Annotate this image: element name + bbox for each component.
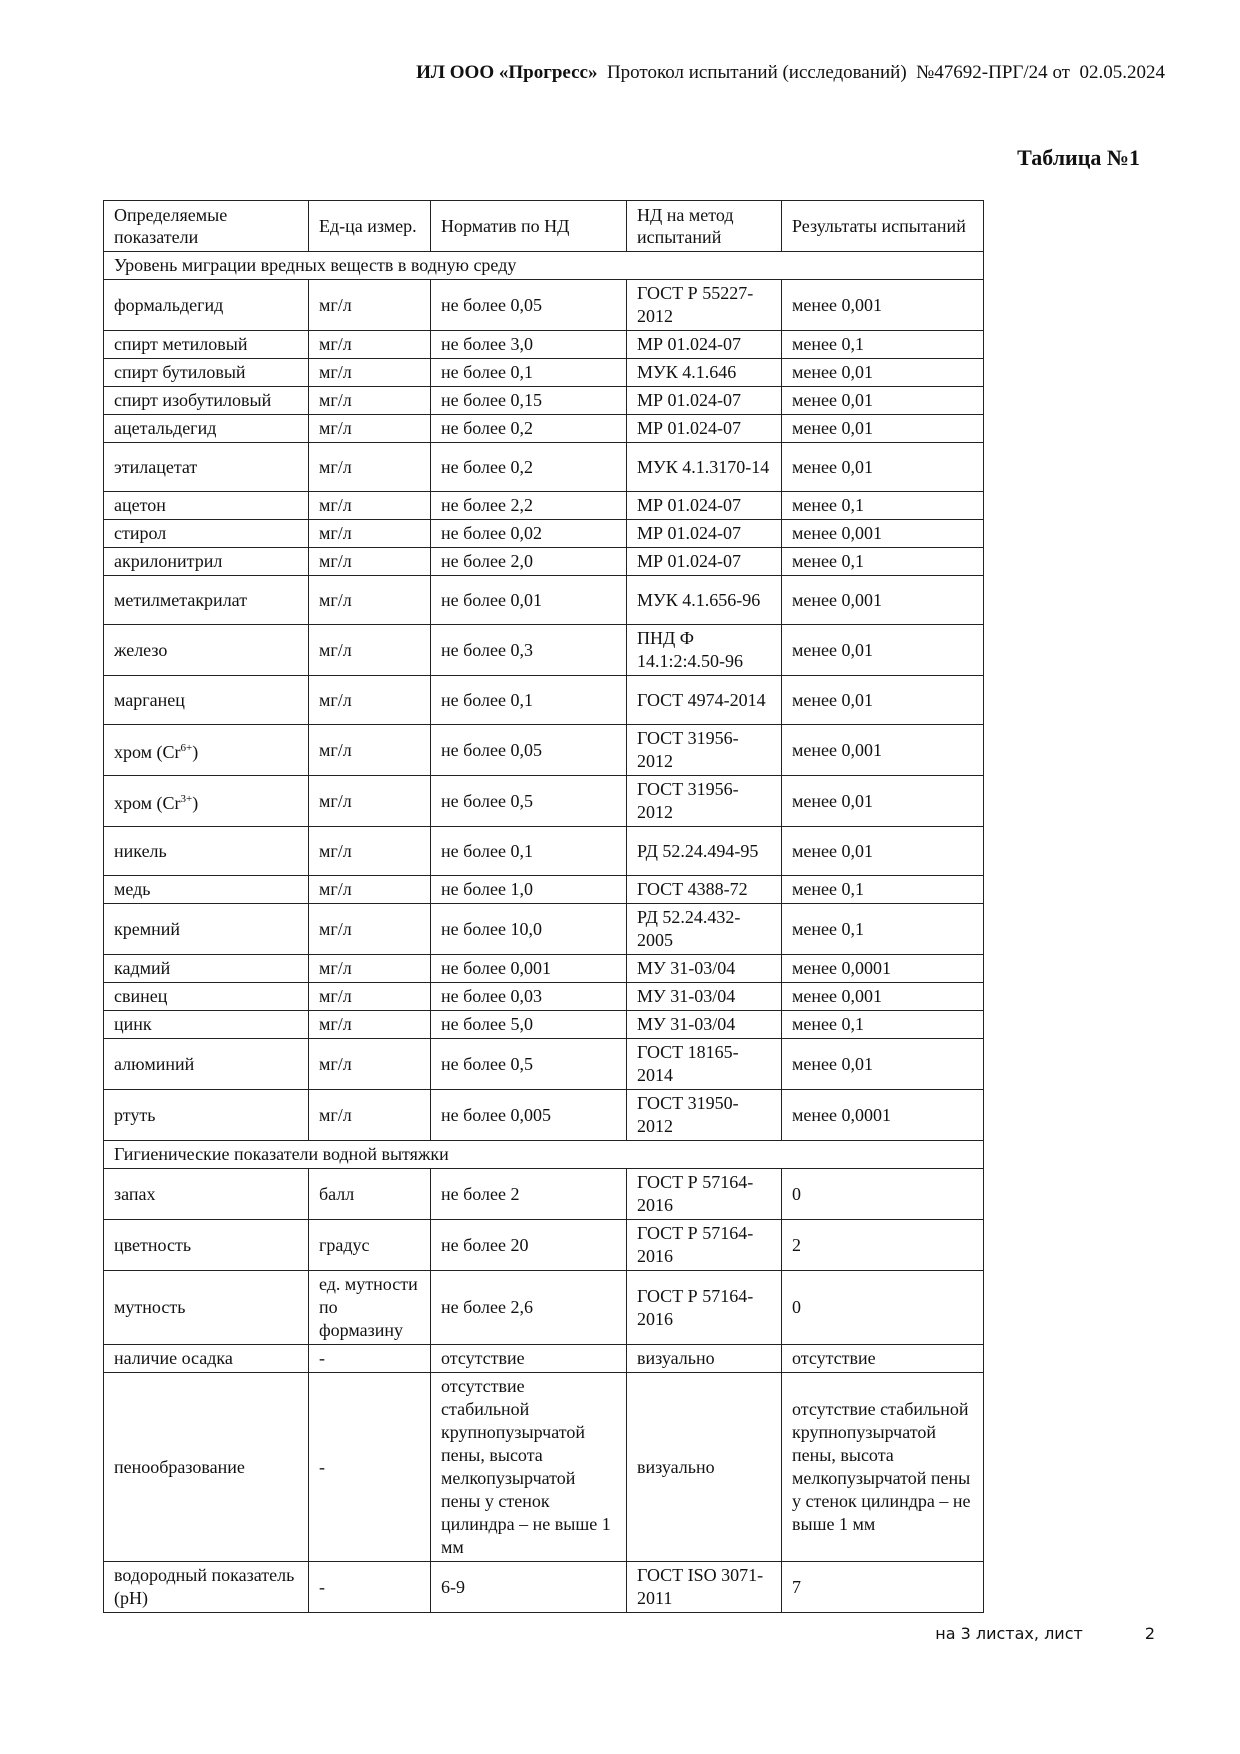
indicator-cell	[104, 625, 309, 676]
indicator-cell	[104, 576, 309, 625]
norm-cell: не более 0,3	[431, 625, 627, 676]
table-row	[104, 415, 984, 443]
result-cell: менее 0,1	[782, 904, 984, 955]
method-cell: МУ 31-03/04	[627, 1011, 782, 1039]
unit-cell: мг/л	[309, 387, 431, 415]
unit-cell: мг/л	[309, 725, 431, 776]
section-row	[104, 1141, 984, 1169]
column-header-method: НД на метод испытаний	[627, 201, 782, 252]
unit-cell: ед. мутности по формазину	[309, 1271, 431, 1345]
method-cell: ГОСТ 31956-2012	[627, 776, 782, 827]
norm-cell: не более 2,0	[431, 548, 627, 576]
table-row	[104, 520, 984, 548]
sheets-info: на 3 листах, лист	[935, 1624, 1083, 1643]
indicator-cell	[104, 1271, 309, 1345]
table-row	[104, 387, 984, 415]
result-cell: менее 0,01	[782, 1039, 984, 1090]
section-title: Гигиенические показатели водной вытяжки	[104, 1141, 984, 1169]
method-cell: ГОСТ 18165-2014	[627, 1039, 782, 1090]
document-type: Протокол испытаний (исследований)	[606, 62, 907, 83]
indicator-cell	[104, 520, 309, 548]
method-cell: ПНД Ф 14.1:2:4.50-96	[627, 625, 782, 676]
indicator-name: свинец	[114, 986, 168, 1006]
table-row	[104, 280, 984, 331]
indicator-cell	[104, 280, 309, 331]
indicator-cell	[104, 415, 309, 443]
indicator-cell	[104, 676, 309, 725]
norm-cell: не более 2	[431, 1169, 627, 1220]
indicator-cell	[104, 548, 309, 576]
norm-cell: не более 2,2	[431, 492, 627, 520]
indicator-name: ацетон	[114, 495, 166, 515]
indicator-name: алюминий	[114, 1053, 195, 1074]
method-cell: визуально	[627, 1373, 782, 1562]
indicator-name-end: )	[192, 741, 199, 762]
indicator-name: железо	[114, 639, 168, 660]
table-row	[104, 1271, 984, 1345]
indicator-cell	[104, 1345, 309, 1373]
indicator-name: пенообразование	[114, 1456, 245, 1477]
unit-cell: мг/л	[309, 1090, 431, 1141]
result-cell: менее 0,1	[782, 492, 984, 520]
unit-cell: мг/л	[309, 776, 431, 827]
norm-cell: не более 0,2	[431, 415, 627, 443]
norm-cell: не более 0,1	[431, 827, 627, 876]
indicator-cell	[104, 492, 309, 520]
method-cell: ГОСТ 31956-2012	[627, 725, 782, 776]
indicator-name: мутность	[114, 1297, 186, 1317]
indicator-name: спирт изобутиловый	[114, 390, 272, 410]
method-cell: ГОСТ ISO 3071-2011	[627, 1562, 782, 1613]
indicator-name: никель	[114, 840, 167, 861]
result-cell: менее 0,1	[782, 331, 984, 359]
unit-cell: мг/л	[309, 443, 431, 492]
table-body	[104, 252, 984, 1613]
indicator-cell	[104, 359, 309, 387]
indicator-name: хром (Cr	[114, 792, 181, 813]
table-row	[104, 776, 984, 827]
method-cell: визуально	[627, 1345, 782, 1373]
method-cell: МР 01.024-07	[627, 331, 782, 359]
indicator-name: спирт метиловый	[114, 334, 248, 354]
table-row	[104, 827, 984, 876]
norm-cell: не более 0,001	[431, 955, 627, 983]
norm-cell: не более 0,03	[431, 983, 627, 1011]
indicator-name: этилацетат	[114, 456, 198, 477]
table-row	[104, 904, 984, 955]
table-row	[104, 492, 984, 520]
result-cell: менее 0,01	[782, 827, 984, 876]
indicator-name: ртуть	[114, 1104, 156, 1125]
unit-cell: мг/л	[309, 1039, 431, 1090]
norm-cell: не более 10,0	[431, 904, 627, 955]
table-row	[104, 1169, 984, 1220]
unit-cell: мг/л	[309, 955, 431, 983]
table-header-row	[104, 201, 984, 252]
result-cell: менее 0,01	[782, 625, 984, 676]
result-cell: менее 0,0001	[782, 1090, 984, 1141]
result-cell: менее 0,001	[782, 983, 984, 1011]
table-row	[104, 625, 984, 676]
indicator-cell	[104, 776, 309, 827]
indicator-cell	[104, 1562, 309, 1613]
method-cell: МР 01.024-07	[627, 415, 782, 443]
result-cell: менее 0,001	[782, 576, 984, 625]
method-cell: ГОСТ 4388-72	[627, 876, 782, 904]
ion-charge: 6+	[180, 741, 193, 754]
indicator-cell	[104, 1220, 309, 1271]
method-cell: МУК 4.1.646	[627, 359, 782, 387]
norm-cell: не более 3,0	[431, 331, 627, 359]
lab-name: ИЛ ООО «Прогресс»	[416, 62, 598, 83]
unit-cell: мг/л	[309, 415, 431, 443]
result-cell: менее 0,01	[782, 676, 984, 725]
result-cell: 0	[782, 1271, 984, 1345]
indicator-name: водородный показатель (pH)	[114, 1565, 295, 1608]
norm-cell: не более 0,02	[431, 520, 627, 548]
result-cell: менее 0,001	[782, 725, 984, 776]
norm-cell: не более 0,01	[431, 576, 627, 625]
method-cell: РД 52.24.432-2005	[627, 904, 782, 955]
method-cell: ГОСТ Р 57164-2016	[627, 1169, 782, 1220]
table-row	[104, 443, 984, 492]
table-row	[104, 576, 984, 625]
indicator-name: хром (Cr	[114, 741, 181, 762]
method-cell: МР 01.024-07	[627, 520, 782, 548]
indicator-name: кремний	[114, 918, 181, 939]
table-row	[104, 331, 984, 359]
result-cell: менее 0,01	[782, 415, 984, 443]
indicator-name-end: )	[192, 792, 199, 813]
norm-cell: не более 0,15	[431, 387, 627, 415]
norm-cell: отсутствие	[431, 1345, 627, 1373]
indicator-cell	[104, 827, 309, 876]
method-cell: МУ 31-03/04	[627, 983, 782, 1011]
indicator-name: марганец	[114, 689, 185, 710]
indicator-name: наличие осадка	[114, 1348, 233, 1368]
indicator-name: акрилонитрил	[114, 551, 223, 571]
norm-cell: не более 0,1	[431, 359, 627, 387]
table-row	[104, 548, 984, 576]
result-cell: менее 0,001	[782, 280, 984, 331]
norm-cell: не более 0,05	[431, 280, 627, 331]
result-cell: менее 0,1	[782, 1011, 984, 1039]
method-cell: МР 01.024-07	[627, 387, 782, 415]
result-cell: отсутствие стабильной крупнопузырчатой пены, высота мелкопузырчатой пены у стенок цилиндра – не выше 1 мм	[782, 1373, 984, 1562]
unit-cell: мг/л	[309, 1011, 431, 1039]
result-cell: отсутствие	[782, 1345, 984, 1373]
unit-cell: градус	[309, 1220, 431, 1271]
ion-charge: 3+	[180, 792, 193, 805]
table-row	[104, 359, 984, 387]
unit-cell: мг/л	[309, 625, 431, 676]
unit-cell: мг/л	[309, 876, 431, 904]
unit-cell: мг/л	[309, 359, 431, 387]
table-row	[104, 676, 984, 725]
norm-cell: не более 1,0	[431, 876, 627, 904]
indicator-cell	[104, 443, 309, 492]
norm-cell: не более 2,6	[431, 1271, 627, 1345]
indicator-name: формальдегид	[114, 294, 224, 315]
unit-cell: мг/л	[309, 576, 431, 625]
unit-cell: мг/л	[309, 676, 431, 725]
protocol-number: №47692-ПРГ/24	[916, 62, 1048, 83]
result-cell: менее 0,01	[782, 387, 984, 415]
result-cell: менее 0,1	[782, 548, 984, 576]
unit-cell: -	[309, 1345, 431, 1373]
indicator-cell	[104, 1090, 309, 1141]
table-row	[104, 1039, 984, 1090]
results-table	[103, 200, 984, 1613]
table-row	[104, 1090, 984, 1141]
method-cell: МУК 4.1.3170-14	[627, 443, 782, 492]
column-header-result: Результаты испытаний	[782, 201, 984, 252]
indicator-name: стирол	[114, 523, 167, 543]
norm-cell: не более 20	[431, 1220, 627, 1271]
table-title: Таблица №1	[1017, 145, 1140, 170]
norm-cell: не более 5,0	[431, 1011, 627, 1039]
method-cell: ГОСТ Р 57164-2016	[627, 1220, 782, 1271]
table-row	[104, 1373, 984, 1562]
section-title: Уровень миграции вредных веществ в водную среду	[104, 252, 984, 280]
norm-cell: 6-9	[431, 1562, 627, 1613]
result-cell: 7	[782, 1562, 984, 1613]
unit-cell: мг/л	[309, 827, 431, 876]
indicator-cell	[104, 387, 309, 415]
unit-cell: мг/л	[309, 331, 431, 359]
column-header-indicator: Определяемые показатели	[104, 201, 309, 252]
method-cell: МР 01.024-07	[627, 548, 782, 576]
unit-cell: -	[309, 1562, 431, 1613]
indicator-cell	[104, 1011, 309, 1039]
norm-cell: не более 0,05	[431, 725, 627, 776]
norm-cell: не более 0,005	[431, 1090, 627, 1141]
indicator-cell	[104, 1373, 309, 1562]
indicator-name: цинк	[114, 1014, 152, 1034]
indicator-cell	[104, 1039, 309, 1090]
document-header	[416, 62, 1165, 84]
unit-cell: мг/л	[309, 492, 431, 520]
indicator-cell	[104, 725, 309, 776]
page-footer	[935, 1624, 1155, 1643]
method-cell: ГОСТ Р 57164-2016	[627, 1271, 782, 1345]
indicator-cell	[104, 1169, 309, 1220]
method-cell: МУК 4.1.656-96	[627, 576, 782, 625]
unit-cell: -	[309, 1373, 431, 1562]
unit-cell: мг/л	[309, 983, 431, 1011]
result-cell: менее 0,01	[782, 359, 984, 387]
indicator-name: цветность	[114, 1234, 192, 1255]
indicator-name: метилметакрилат	[114, 589, 248, 610]
unit-cell: балл	[309, 1169, 431, 1220]
norm-cell: не более 0,2	[431, 443, 627, 492]
method-cell: ГОСТ 4974-2014	[627, 676, 782, 725]
result-cell: менее 0,01	[782, 776, 984, 827]
indicator-cell	[104, 904, 309, 955]
unit-cell: мг/л	[309, 280, 431, 331]
indicator-cell	[104, 983, 309, 1011]
table-row	[104, 1220, 984, 1271]
indicator-cell	[104, 876, 309, 904]
result-cell: менее 0,01	[782, 443, 984, 492]
result-cell: менее 0,0001	[782, 955, 984, 983]
norm-cell: не более 0,5	[431, 776, 627, 827]
section-row	[104, 252, 984, 280]
table-row	[104, 725, 984, 776]
method-cell: МР 01.024-07	[627, 492, 782, 520]
page-number: 2	[1144, 1624, 1155, 1643]
indicator-name: кадмий	[114, 958, 171, 978]
date-prefix: от	[1052, 62, 1070, 83]
column-header-norm: Норматив по НД	[431, 201, 627, 252]
norm-cell: отсутствие стабильной крупнопузырчатой пены, высота мелкопузырчатой пены у стенок цилиндра – не выше 1 мм	[431, 1373, 627, 1562]
indicator-name: спирт бутиловый	[114, 362, 246, 382]
indicator-name: ацетальдегид	[114, 418, 217, 438]
table-row	[104, 876, 984, 904]
method-cell: МУ 31-03/04	[627, 955, 782, 983]
column-header-unit: Ед-ца измер.	[309, 201, 431, 252]
indicator-cell	[104, 331, 309, 359]
result-cell: менее 0,001	[782, 520, 984, 548]
table-row	[104, 1345, 984, 1373]
method-cell: ГОСТ Р 55227-2012	[627, 280, 782, 331]
result-cell: 0	[782, 1169, 984, 1220]
norm-cell: не более 0,1	[431, 676, 627, 725]
method-cell: РД 52.24.494-95	[627, 827, 782, 876]
protocol-date: 02.05.2024	[1079, 62, 1165, 83]
table-row	[104, 955, 984, 983]
indicator-name: медь	[114, 879, 151, 899]
indicator-name: запах	[114, 1183, 156, 1204]
table-row	[104, 1011, 984, 1039]
result-cell: менее 0,1	[782, 876, 984, 904]
method-cell: ГОСТ 31950-2012	[627, 1090, 782, 1141]
indicator-cell	[104, 955, 309, 983]
table-row	[104, 983, 984, 1011]
unit-cell: мг/л	[309, 904, 431, 955]
unit-cell: мг/л	[309, 548, 431, 576]
result-cell: 2	[782, 1220, 984, 1271]
table-row	[104, 1562, 984, 1613]
norm-cell: не более 0,5	[431, 1039, 627, 1090]
unit-cell: мг/л	[309, 520, 431, 548]
